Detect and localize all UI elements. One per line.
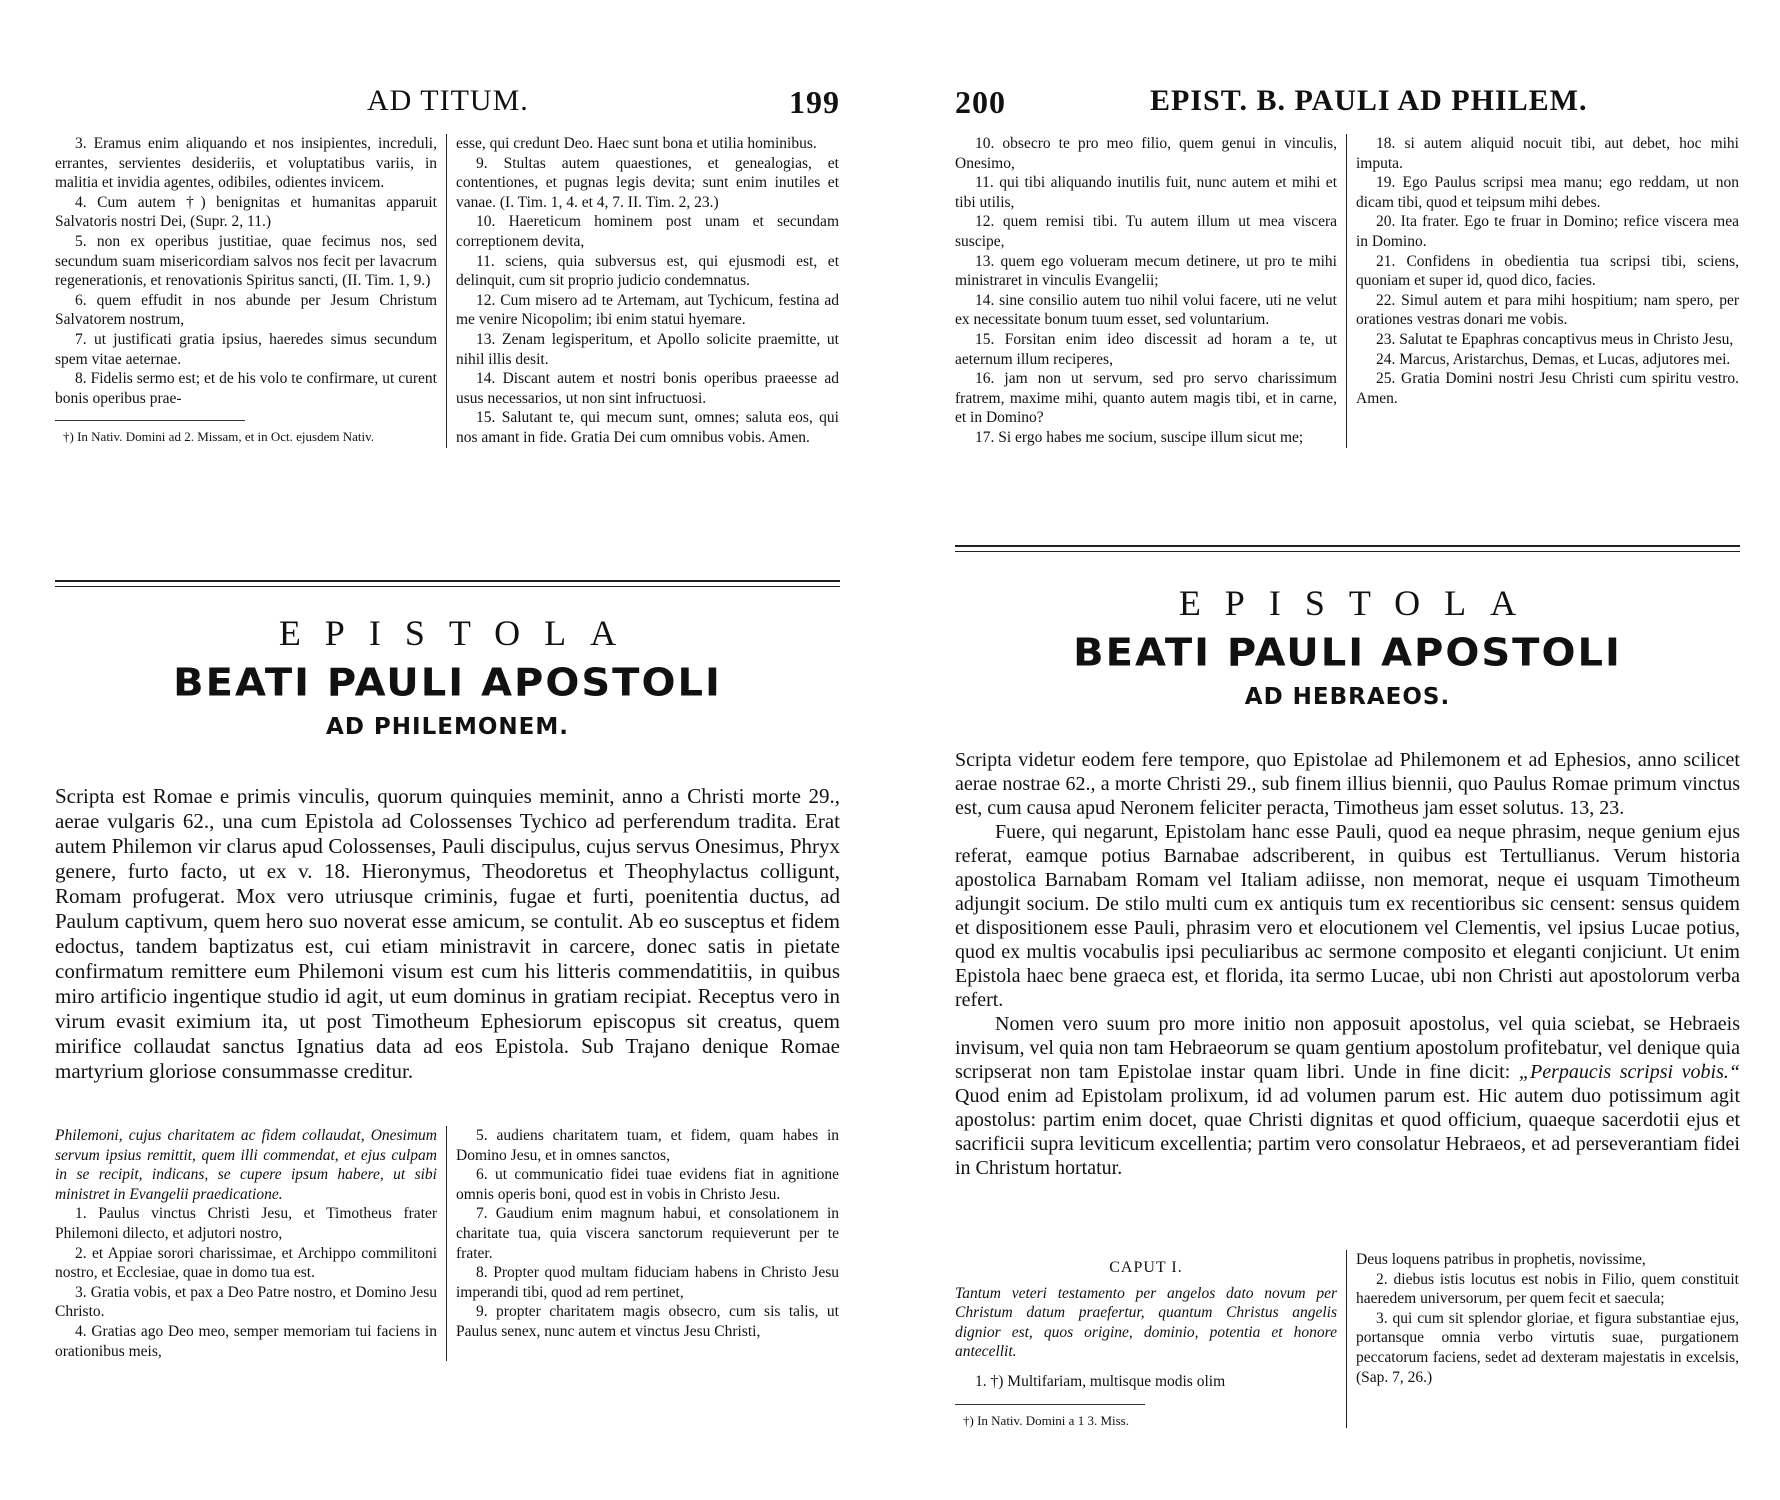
footnote-rule: [955, 1404, 1145, 1405]
verse: 1. Paulus vinctus Christi Jesu, et Timotheus frater Philemoni dilecto, et adjutori nostro,: [55, 1205, 437, 1242]
verse: 8. Propter quod multam fiduciam habens in Christo Jesu imperandi tibi, quod ad rem pertinet,: [456, 1264, 839, 1301]
verse: 10. obsecro te pro meo filio, quem genui in vinculis, Onesimo,: [955, 135, 1337, 172]
running-title: AD TITUM.: [367, 84, 529, 117]
page-number: 200: [955, 84, 1006, 120]
verse: 2. et Appiae sorori charissimae, et Archippo commilitoni nostro, et Ecclesiae, quae in domo tua est.: [55, 1244, 437, 1282]
verse: 3. Gratia vobis, et pax a Deo Patre nostro, et Domino Jesu Christo.: [55, 1283, 437, 1321]
verse: 7. ut justificati gratia ipsius, haeredes simus secundum spem vitae aeternae.: [55, 330, 437, 368]
heading-addressee: AD HEBRAEOS.: [1244, 684, 1451, 710]
verse: 6. quem effudit in nos abunde per Jesum Christum Salvatorem nostrum,: [55, 291, 437, 329]
verse: esse, qui credunt Deo. Haec sunt bona et utilia hominibus.: [456, 135, 817, 152]
running-head: [55, 84, 840, 124]
intro-quote: „Perpaucis scripsi vobis.“: [1518, 1061, 1740, 1083]
right-page: [955, 0, 1740, 1500]
verse: Deus loquens patribus in prophetis, novissime,: [1356, 1251, 1646, 1268]
epistle-heading: [955, 582, 1740, 710]
intro-paragraph: [955, 1012, 1740, 1180]
verse: 23. Salutat te Epaphras concaptivus meus in Christo Jesu,: [1376, 330, 1734, 348]
left-page: [55, 0, 840, 1500]
verse: 13. Zenam legisperitum, et Apollo solicite praemitte, ut nihil illis desit.: [456, 330, 839, 368]
footnote: †) In Nativ. Domini ad 2. Missam, et in Oct. ejusdem Nativ.: [63, 429, 374, 445]
verse: 11. sciens, quia subversus est, qui ejusmodi est, et delinquit, cum sit proprio judicio condemnatus.: [456, 252, 839, 290]
section-divider: [955, 545, 1740, 552]
verse: 13. quem ego volueram mecum detinere, ut pro te mihi ministraret in vinculis Evangelii;: [955, 252, 1337, 290]
verse: 15. Salutant te, qui mecum sunt, omnes; saluta eos, qui nos amant in fide. Gratia Dei cum omnibus vobis. Amen.: [456, 409, 839, 446]
verse: 9. Stultas autem quaestiones, et genealogias, et contentiones, et pugnas legis devita; sunt enim inutiles et vanae. (I. Tim. 1, 4. et 4, 7. II. Tim. 2, 23.): [456, 154, 839, 211]
intro-paragraph: Scripta est Romae e primis vinculis, quorum quinquies meminit, anno a Christi morte 29., aerae vulgaris 62., una cum Epistola ad Colossenses Tychico ad perferendum tradita. Erat autem Philemon vir clarus apud Colossenses, Pauli discipulus, cujus servus Onesimus, Phryx genere, furto facto, ut ex v. 18. Hieronymus, Theodoretus et Theophylactus colligunt, Romam profugerat. Mox vero utriusque criminis, fugae et furti, poenitentia ductus, ad Paulum captivum, quem hero suo noverat esse amicum, se contulit. Ab eo susceptus et fidem edoctus, tandem baptizatus est, cui etiam ministravit in carcere, donec satis in pietate confirmatum remittere eum Philemoni visum est cum his litteris commendatitiis, in quibus miro artificio ingentique studio id agit, ut eum dominus in gratiam recipiat. Receptus vero in virum evasit eximium ita, ut post Timotheum Ephesiorum episcopus sit creatus, quem mirifice collaudat sanctus Ignatius data ad eos Epistola. Sub Trajano denique Romae martyrium gloriose consummasse creditur.: [55, 784, 840, 1083]
verse: 5. audiens charitatem tuam, et fidem, quam habes in Domino Jesu, et in omnes sanctos,: [456, 1127, 839, 1164]
verse: 16. jam non ut servum, sed pro servo charissimum fratrem, maxime mihi, quanto autem magis tibi, et in carne, et in Domino?: [955, 370, 1337, 427]
top-column-left: [55, 134, 447, 448]
verse: 12. quem remisi tibi. Tu autem illum ut mea viscera suscipe,: [955, 213, 1337, 250]
bottom-column-left: [955, 1250, 1347, 1428]
verse: 21. Confidens in obedientia tua scripsi tibi, sciens, quoniam et super id, quod dico, facies.: [1356, 252, 1739, 290]
verse: 3. qui cum sit splendor gloriae, et figura substantiae ejus, portansque omnia verbo virtutis suae, purgationem peccatorum faciens, sedet ad dexteram majestatis in excelsis, (Sap. 7, 26.): [1356, 1309, 1739, 1386]
epistle-heading: [55, 612, 840, 740]
verse: 1. †) Multifariam, multisque modis olim: [975, 1372, 1226, 1390]
bottom-column-right: [1347, 1250, 1739, 1428]
top-column-right: [1347, 134, 1739, 448]
verse: 3. Eramus enim aliquando et nos insipientes, increduli, errantes, servientes desideriis, et voluptatibus variis, in malitia et invidia agentes, odibiles, odientes invicem.: [55, 135, 437, 192]
introduction: [955, 748, 1740, 1180]
top-column-right: [447, 134, 839, 448]
verse: 12. Cum misero ad te Artemam, aut Tychicum, festina ad me venire Nicopolim; ibi enim statui hyemare.: [456, 291, 839, 329]
heading-beati: BEATI PAULI APOSTOLI: [173, 661, 722, 705]
heading-epistola: EPISTOLA: [278, 613, 641, 653]
top-column-left: [955, 134, 1347, 448]
verse: 4. Cum autem †) benignitas et humanitas apparuit Salvatoris nostri Dei, (Supr. 2, 11.): [55, 193, 437, 231]
introduction: [55, 784, 840, 1084]
heading-beati: BEATI PAULI APOSTOLI: [1073, 631, 1622, 675]
bottom-column-right: [447, 1126, 839, 1361]
running-head: [955, 84, 1740, 124]
chapter-heading: CAPUT I.: [1109, 1259, 1183, 1276]
verse: 14. sine consilio autem tuo nihil volui facere, uti ne velut ex necessitate bonum tuum esset, sed voluntarium.: [955, 291, 1337, 329]
heading-epistola: EPISTOLA: [1178, 583, 1541, 623]
bottom-columns: [55, 1126, 840, 1361]
verse: 25. Gratia Domini nostri Jesu Christi cum spiritu vestro. Amen.: [1356, 370, 1739, 407]
verse: 19. Ego Paulus scripsi mea manu; ego reddam, ut non dicam tibi, quod et teipsum mihi debes.: [1356, 174, 1739, 211]
top-columns: [955, 134, 1740, 448]
heading-addressee: AD PHILEMONEM.: [326, 714, 569, 740]
top-columns: [55, 134, 840, 448]
verse: 15. Forsitan enim ideo discessit ad horam a te, ut aeternum illum reciperes,: [955, 330, 1337, 368]
verse: 9. propter charitatem magis obsecro, cum sis talis, ut Paulus senex, nunc autem et vinctus Jesu Christi,: [456, 1303, 839, 1340]
verse: 5. non ex operibus justitiae, quae fecimus nos, sed secundum suam misericordiam salvos nos fecit per lavacrum regenerationis, et renovationis Spiritus sancti, (II. Tim. 1, 9.): [55, 232, 437, 290]
footnote: †) In Nativ. Domini a 1 3. Miss.: [963, 1412, 1129, 1428]
intro-paragraph: Scripta videtur eodem fere tempore, quo Epistolae ad Philemonem et ad Ephesios, anno scilicet aerae nostrae 62., a morte Christi 29., sub finem illius biennii, quo Paulus Romae primum vinctus est, cum causa apud Neronem feliciter peracta, Timotheus jam esset solutus. 13, 23.: [955, 749, 1740, 819]
running-title: EPIST. B. PAULI AD PHILEM.: [1150, 84, 1588, 117]
intro-text: Quod enim ad Epistolam prolixum, id ad volumen parum est. Hic autem duo potissimum agit apostolus: partim enim docet, quae Christi dignitas et quod officium, quaeque sacerdotii ejus et sacrificii supra leviticum excellentia; partim vero consolatur Hebraeos, et ad perseverantiam fidei in Christum hortatur.: [955, 1085, 1740, 1179]
verse: 6. ut communicatio fidei tuae evidens fiat in agnitione omnis operis boni, quod est in vobis in Christo Jesu.: [456, 1166, 839, 1203]
section-divider: [55, 580, 840, 587]
verse: 4. Gratias ago Deo meo, semper memoriam tui faciens in orationibus meis,: [55, 1322, 437, 1360]
chapter-summary: Tantum veteri testamento per angelos dato novum per Christum datum praefertur, quantum Christus angelis dignior est, quos origine, dominio, potentia et honore antecellit.: [955, 1284, 1337, 1361]
verse: 22. Simul autem et para mihi hospitium; nam spero, per orationes vestras donari me vobis.: [1356, 291, 1739, 329]
bottom-column-left: [55, 1126, 447, 1361]
intro-paragraph: Fuere, qui negarunt, Epistolam hanc esse Pauli, quod ea neque phrasim, neque genium ejus referat, eamque potius Barnabae adscriberent, in quibus est Tertullianus. Verum historia apostolica Barnabam Romam vel Italiam adiisse, non memorat, neque ei usquam Timotheum adjungit socium. De stilo multi cum ex antiquis tum ex recentioribus sic censent: sensus quidem et dispositionem esse Pauli, phrasim vero et elocutionem vel Clementis, vel ipsius Lucae potius, quod ex multis vocabulis ipsi peculiaribus ac sermone composito et eleganti conjiciunt. Ut enim Epistola haec bene graeca est, et florida, ita sermo Lucae, ubi non Christi aut apostolorum verba refert.: [955, 821, 1740, 1011]
footnote-rule: [55, 420, 245, 421]
intro-text: Nomen vero suum pro more initio non apposuit apostolus, vel quia sciebat, se Hebraeis invisum, vel quia non tam Hebraeorum se quam gentium apostolum profitebatur, vel denique quia scripserat non tam Epistolae instar quam libri. Unde in fine dicit:: [955, 1013, 1740, 1083]
verse: 7. Gaudium enim magnum habui, et consolationem in charitate tua, quia viscera sanctorum requieverunt per te frater.: [456, 1205, 839, 1262]
verse: 24. Marcus, Aristarchus, Demas, et Lucas, adjutores mei.: [1376, 350, 1731, 368]
verse: 8. Fidelis sermo est; et de his volo te confirmare, ut curent bonis operibus prae-: [55, 370, 437, 407]
verse: 10. Haereticum hominem post unam et secundam correptionem devita,: [456, 213, 839, 250]
verse: 17. Si ergo habes me socium, suscipe illum sicut me;: [975, 428, 1304, 446]
page-number: 199: [789, 84, 840, 120]
bottom-columns: [955, 1250, 1740, 1428]
verse: 11. qui tibi aliquando inutilis fuit, nunc autem et mihi et tibi utilis,: [955, 174, 1337, 211]
chapter-summary: Philemoni, cujus charitatem ac fidem collaudat, Onesimum servum ipsius remittit, quem illi commendat, et ejus culpam in se recipit, indicans, se cupere ipsum habere, ut sibi ministret in Evangelii praedicatione.: [55, 1127, 437, 1203]
verse: 20. Ita frater. Ego te fruar in Domino; refice viscera mea in Domino.: [1356, 213, 1739, 250]
verse: 2. diebus istis locutus est nobis in Filio, quem constituit haeredem universorum, per quem fecit et saecula;: [1356, 1270, 1739, 1308]
verse: 14. Discant autem et nostri bonis operibus praeesse ad usus necessarios, ut non sint infructuosi.: [456, 370, 839, 407]
verse: 18. si autem aliquid nocuit tibi, aut debet, hoc mihi imputa.: [1356, 135, 1739, 172]
